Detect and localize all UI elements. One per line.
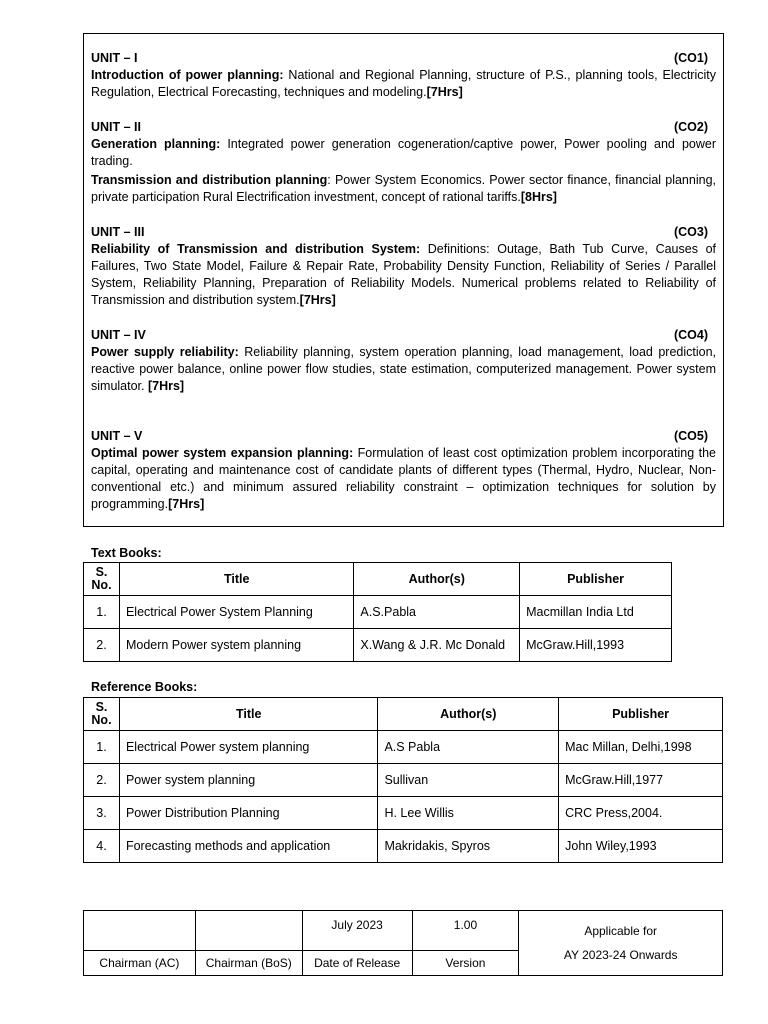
cell-authors: A.S.Pabla — [354, 596, 520, 629]
reference-books-heading: Reference Books: — [91, 680, 198, 694]
footer-values-row — [84, 911, 723, 951]
unit-block — [91, 327, 716, 395]
topic-text: : Power System Economics. Power sector finance, financial planning, private participation Rural Electrification investment, concept of rational tariffs. — [91, 173, 716, 204]
unit-heading — [91, 224, 716, 241]
cell-title: Electrical Power system planning — [119, 731, 377, 764]
unit-number: UNIT – I — [91, 51, 138, 65]
unit-paragraph — [91, 445, 716, 513]
table-header-row — [84, 563, 672, 596]
col-sno: S. No. — [84, 563, 120, 596]
table-row — [84, 731, 723, 764]
hours: [7Hrs] — [426, 85, 463, 99]
cell-title: Power system planning — [119, 764, 377, 797]
course-outcome: (CO2) — [673, 120, 708, 134]
hours: [7Hrs] — [168, 497, 205, 511]
col-sno: S. No. — [84, 698, 120, 731]
cell-publisher: John Wiley,1993 — [559, 830, 723, 863]
table-row — [84, 797, 723, 830]
chairman-bos-label: Chairman (BoS) — [195, 951, 302, 976]
unit-number: UNIT – III — [91, 225, 145, 239]
unit-block — [91, 119, 716, 206]
approval-footer-table — [83, 910, 723, 976]
unit-number: UNIT – II — [91, 120, 142, 134]
cell-publisher: CRC Press,2004. — [559, 797, 723, 830]
unit-number: UNIT – V — [91, 429, 143, 443]
unit-heading — [91, 327, 716, 344]
topic-heading: Power supply reliability: — [91, 345, 239, 359]
col-publisher: Publisher — [520, 563, 672, 596]
topic-text: Formulation of least cost optimization problem incorporating the capital, operating and maintenance cost of candidate plants of different types (Thermal, Hydro, Nuclear, Non-conventional etc.) and minimum assured reliability constraint – optimization techniques for solution by programming. — [91, 446, 716, 511]
course-outcome: (CO1) — [673, 51, 708, 65]
chairman-bos-signature — [195, 911, 302, 951]
topic-heading: Generation planning: — [91, 137, 221, 151]
unit-heading — [91, 50, 716, 67]
course-outcome: (CO3) — [673, 225, 708, 239]
chairman-ac-label: Chairman (AC) — [84, 951, 196, 976]
topic-heading: Reliability of Transmission and distribution System: — [91, 242, 421, 256]
unit-block — [91, 50, 716, 101]
unit-heading — [91, 119, 716, 136]
topic-heading: Transmission and distribution planning — [91, 173, 328, 187]
cell-sno: 1. — [84, 596, 120, 629]
reference-books-table — [83, 697, 723, 863]
text-books-heading: Text Books: — [91, 546, 162, 560]
cell-sno: 3. — [84, 797, 120, 830]
cell-title: Electrical Power System Planning — [119, 596, 353, 629]
chairman-ac-signature — [84, 911, 196, 951]
version-value: 1.00 — [412, 911, 519, 951]
course-outcome: (CO5) — [673, 429, 708, 443]
col-authors: Author(s) — [378, 698, 559, 731]
cell-authors: A.S Pabla — [378, 731, 559, 764]
unit-paragraph — [91, 172, 716, 206]
col-authors: Author(s) — [354, 563, 520, 596]
unit-paragraph — [91, 136, 716, 170]
unit-heading — [91, 428, 716, 445]
hours: [8Hrs] — [520, 190, 557, 204]
hours: [7Hrs] — [299, 293, 336, 307]
col-title: Title — [119, 698, 377, 731]
cell-sno: 2. — [84, 764, 120, 797]
cell-title: Forecasting methods and application — [119, 830, 377, 863]
cell-publisher: Macmillan India Ltd — [520, 596, 672, 629]
unit-block — [91, 224, 716, 309]
cell-title: Modern Power system planning — [119, 629, 353, 662]
table-row — [84, 830, 723, 863]
unit-paragraph — [91, 67, 716, 101]
topic-text: Definitions: Outage, Bath Tub Curve, Causes of Failures, Two State Model, Failure & Repair Rate, Probability Density Function, Reliability of Series / Parallel System, Reliability Planning, Preparation of Reliability Models. Numerical problems related to Reliability of Transmission and distribution system. — [91, 242, 716, 307]
version-label: Version — [412, 951, 519, 976]
topic-text: Integrated power generation cogeneration/captive power, Power pooling and power trading. — [91, 137, 716, 168]
cell-authors: Makridakis, Spyros — [378, 830, 559, 863]
cell-publisher: McGraw.Hill,1993 — [520, 629, 672, 662]
unit-paragraph — [91, 241, 716, 309]
cell-authors: X.Wang & J.R. Mc Donald — [354, 629, 520, 662]
unit-block — [91, 428, 716, 513]
syllabus-units-box — [83, 33, 724, 527]
topic-heading: Optimal power system expansion planning: — [91, 446, 354, 460]
cell-publisher: McGraw.Hill,1977 — [559, 764, 723, 797]
cell-publisher: Mac Millan, Delhi,1998 — [559, 731, 723, 764]
unit-number: UNIT – IV — [91, 328, 146, 342]
cell-title: Power Distribution Planning — [119, 797, 377, 830]
topic-text: National and Regional Planning, structure of P.S., planning tools, Electricity Regulation, Electrical Forecasting, techniques and modeling. — [91, 68, 716, 99]
applicable-line-2: AY 2023-24 Onwards — [563, 948, 678, 962]
table-row — [84, 629, 672, 662]
cell-sno: 4. — [84, 830, 120, 863]
hours: [7Hrs] — [147, 379, 185, 393]
text-books-table — [83, 562, 672, 662]
topic-heading: Introduction of power planning: — [91, 68, 284, 82]
release-date-value: July 2023 — [302, 911, 412, 951]
table-row — [84, 596, 672, 629]
applicable-line-1: Applicable for — [584, 924, 658, 938]
col-publisher: Publisher — [559, 698, 723, 731]
table-row — [84, 764, 723, 797]
cell-sno: 2. — [84, 629, 120, 662]
col-title: Title — [119, 563, 353, 596]
cell-authors: Sullivan — [378, 764, 559, 797]
release-date-label: Date of Release — [302, 951, 412, 976]
applicable-cell — [519, 911, 723, 976]
cell-sno: 1. — [84, 731, 120, 764]
topic-text: Reliability planning, system operation planning, load management, load prediction, reactive power balance, online power flow studies, state estimation, computerized management. Power system simulator. — [91, 345, 716, 393]
course-outcome: (CO4) — [673, 328, 708, 342]
cell-authors: H. Lee Willis — [378, 797, 559, 830]
table-header-row — [84, 698, 723, 731]
unit-paragraph — [91, 344, 716, 395]
